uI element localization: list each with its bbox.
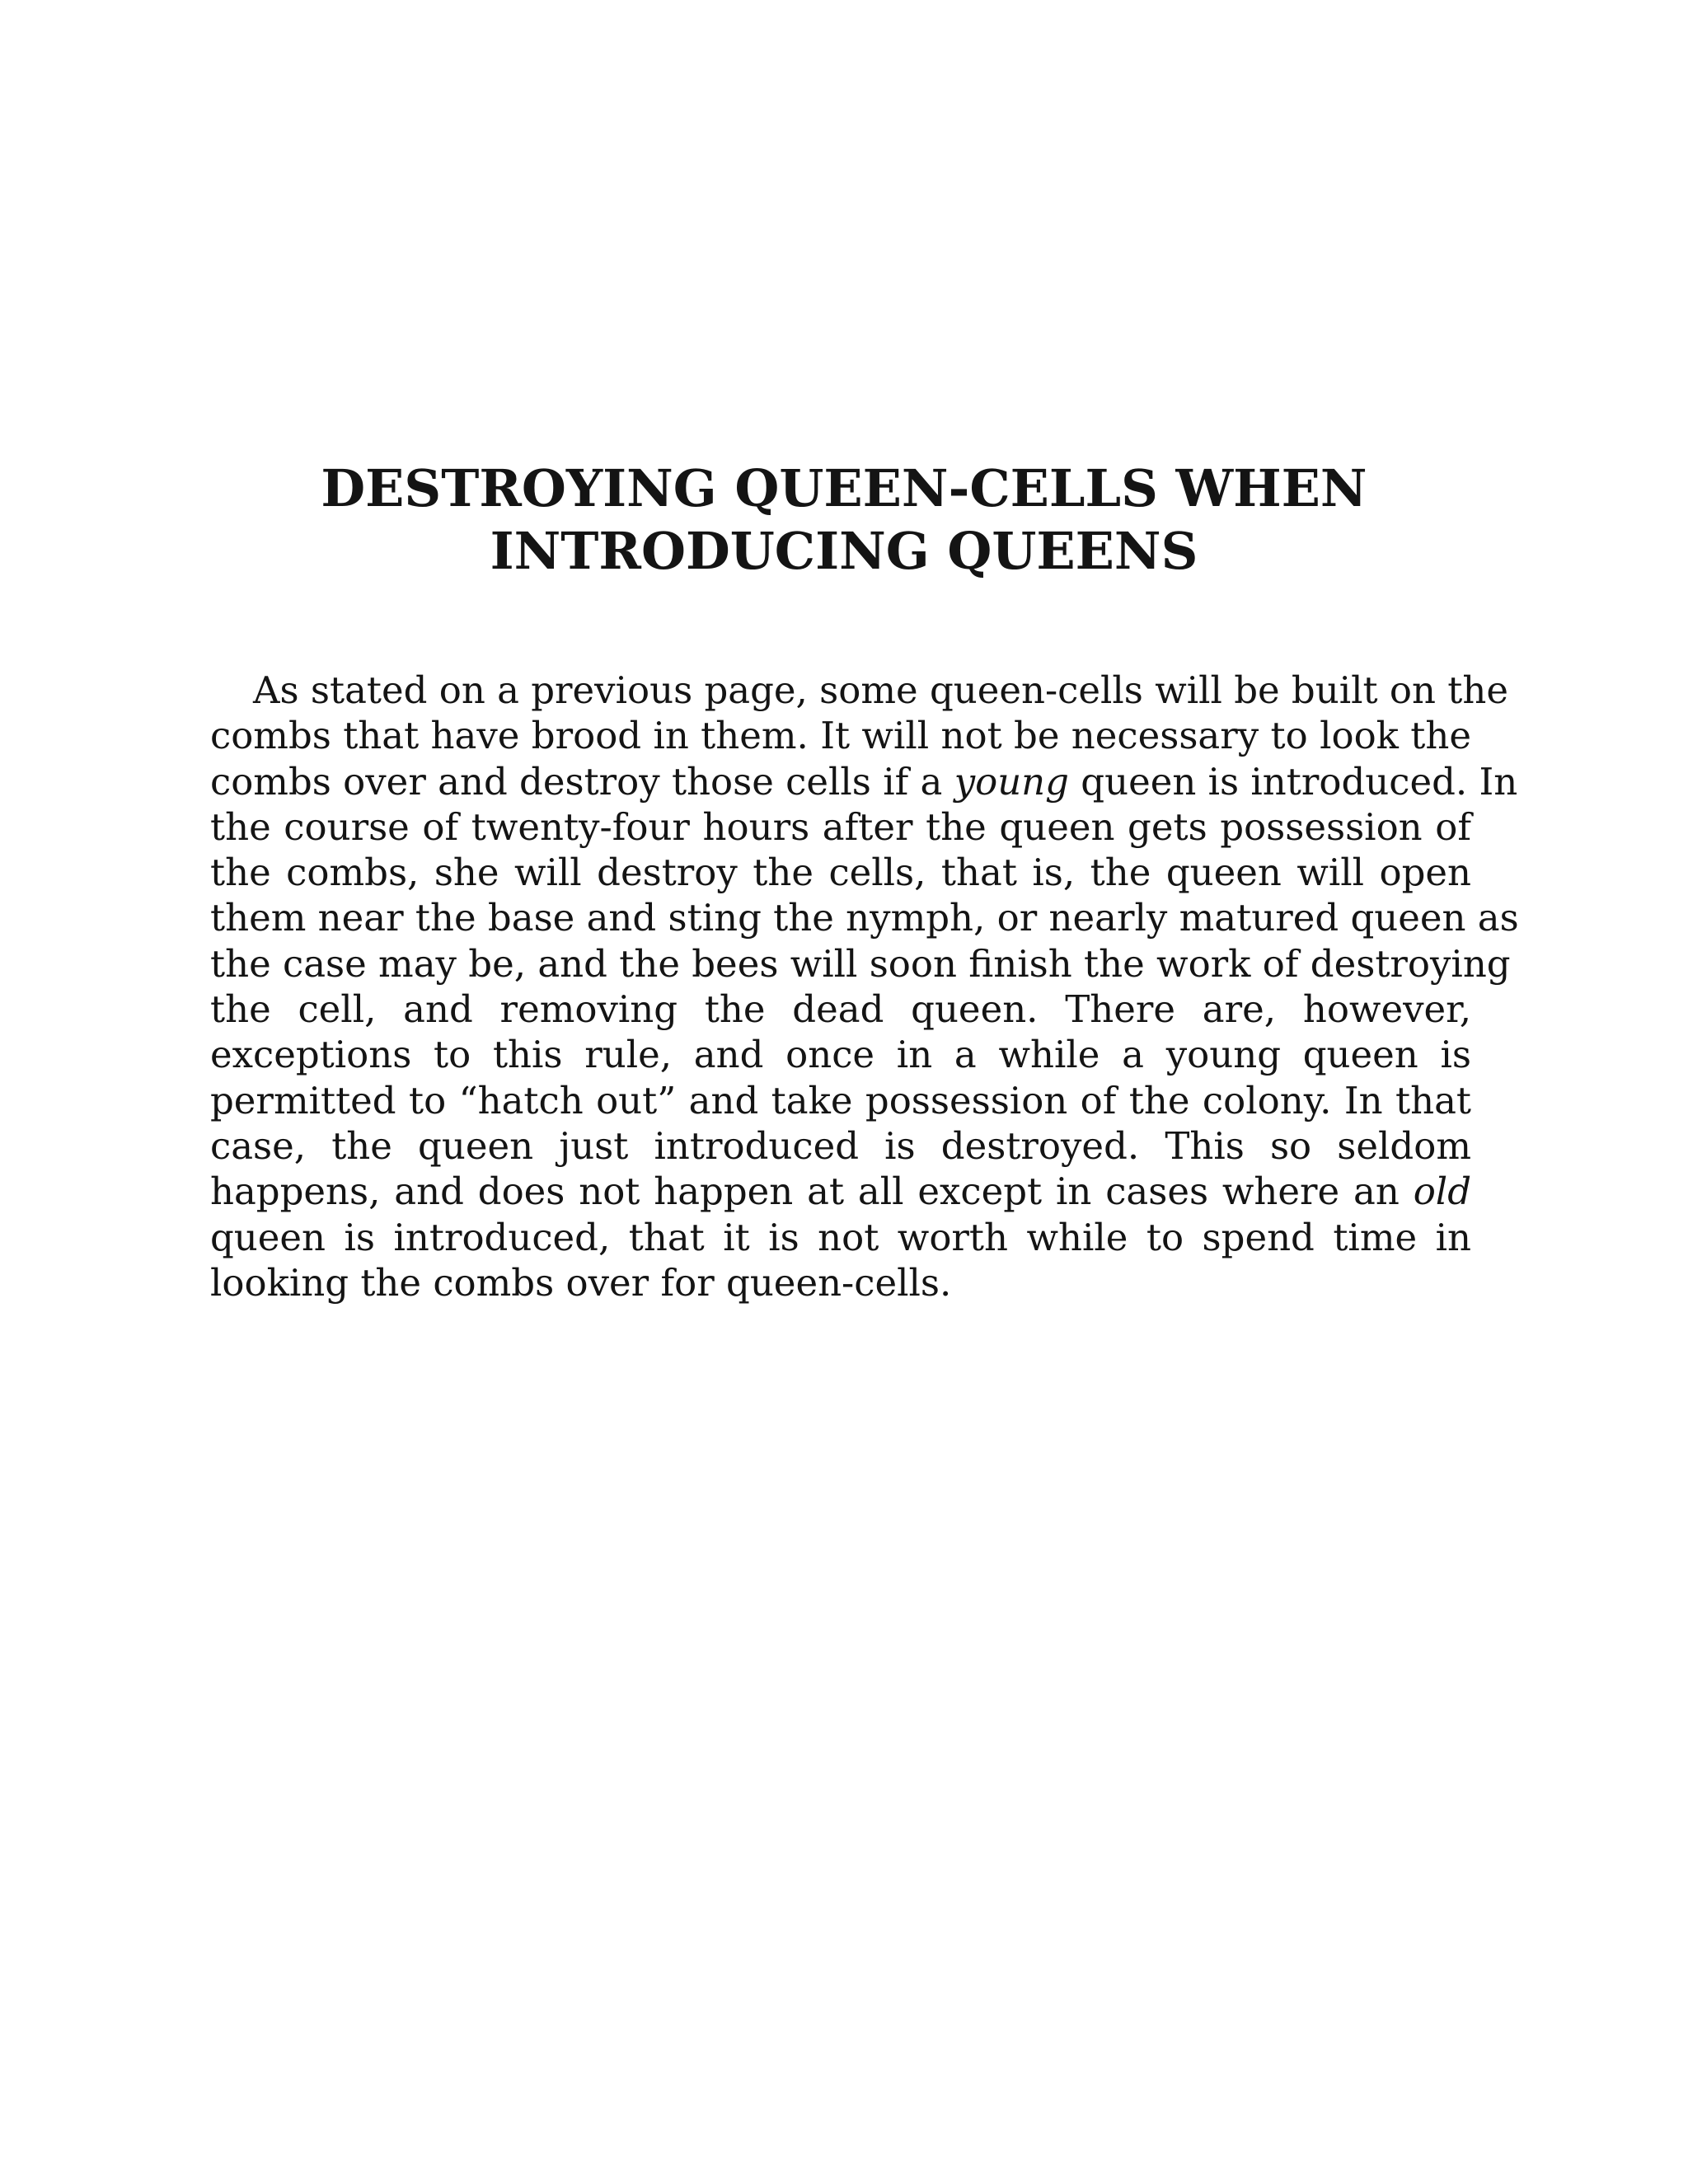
chapter-title-line-2: INTRODUCING QUEENS — [490, 521, 1198, 581]
paragraph-line — [210, 804, 1471, 850]
paragraph-line — [210, 941, 1511, 987]
text-run: combs over and destroy those cells if a — [210, 759, 954, 804]
paragraph-line — [210, 1123, 1471, 1169]
paragraph-line — [210, 895, 1519, 940]
paragraph-line — [210, 1215, 1471, 1260]
text-run: happens, and does not happen at all except in cases where an — [210, 1169, 1414, 1214]
italic-text: old — [1413, 1169, 1471, 1214]
text-run: As stated on a previous page, some queen-cells will be built on the — [253, 668, 1508, 712]
text-run: the cell, and removing the dead queen. There are, however, — [210, 987, 1471, 1032]
text-run: case, the queen just introduced is destroyed. This so seldom — [210, 1123, 1471, 1168]
paragraph-line — [210, 1260, 1471, 1305]
body-paragraph — [210, 668, 1519, 1305]
chapter-title-line-1: DESTROYING QUEEN-CELLS WHEN — [321, 458, 1367, 518]
paragraph-line — [210, 668, 1508, 713]
paragraph-line — [210, 1032, 1471, 1077]
text-run: the combs, she will destroy the cells, that is, the queen will open — [210, 851, 1471, 895]
text-run: exceptions to this rule, and once in a while a young queen is — [210, 1033, 1471, 1077]
text-run: looking the combs over for queen-cells. — [210, 1260, 952, 1305]
paragraph-line — [210, 713, 1471, 758]
paragraph-line — [210, 987, 1471, 1032]
paragraph-line — [210, 759, 1518, 804]
text-run: them near the base and sting the nymph, or nearly matured queen as — [210, 896, 1519, 940]
paragraph-line — [210, 1169, 1471, 1214]
text-run: queen is introduced. In — [1068, 759, 1518, 804]
text-run: the course of twenty-four hours after the queen gets possession of — [210, 804, 1471, 849]
text-run: queen is introduced, that it is not worth while to spend time in — [210, 1215, 1471, 1259]
paragraph-line — [210, 1078, 1471, 1123]
text-run: the case may be, and the bees will soon finish the work of destroying — [210, 941, 1511, 986]
text-run: combs that have brood in them. It will not be necessary to look the — [210, 714, 1471, 758]
italic-text: young — [954, 759, 1069, 804]
text-run: permitted to “hatch out” and take possession of the colony. In that — [210, 1078, 1471, 1122]
paragraph-line — [210, 850, 1471, 895]
